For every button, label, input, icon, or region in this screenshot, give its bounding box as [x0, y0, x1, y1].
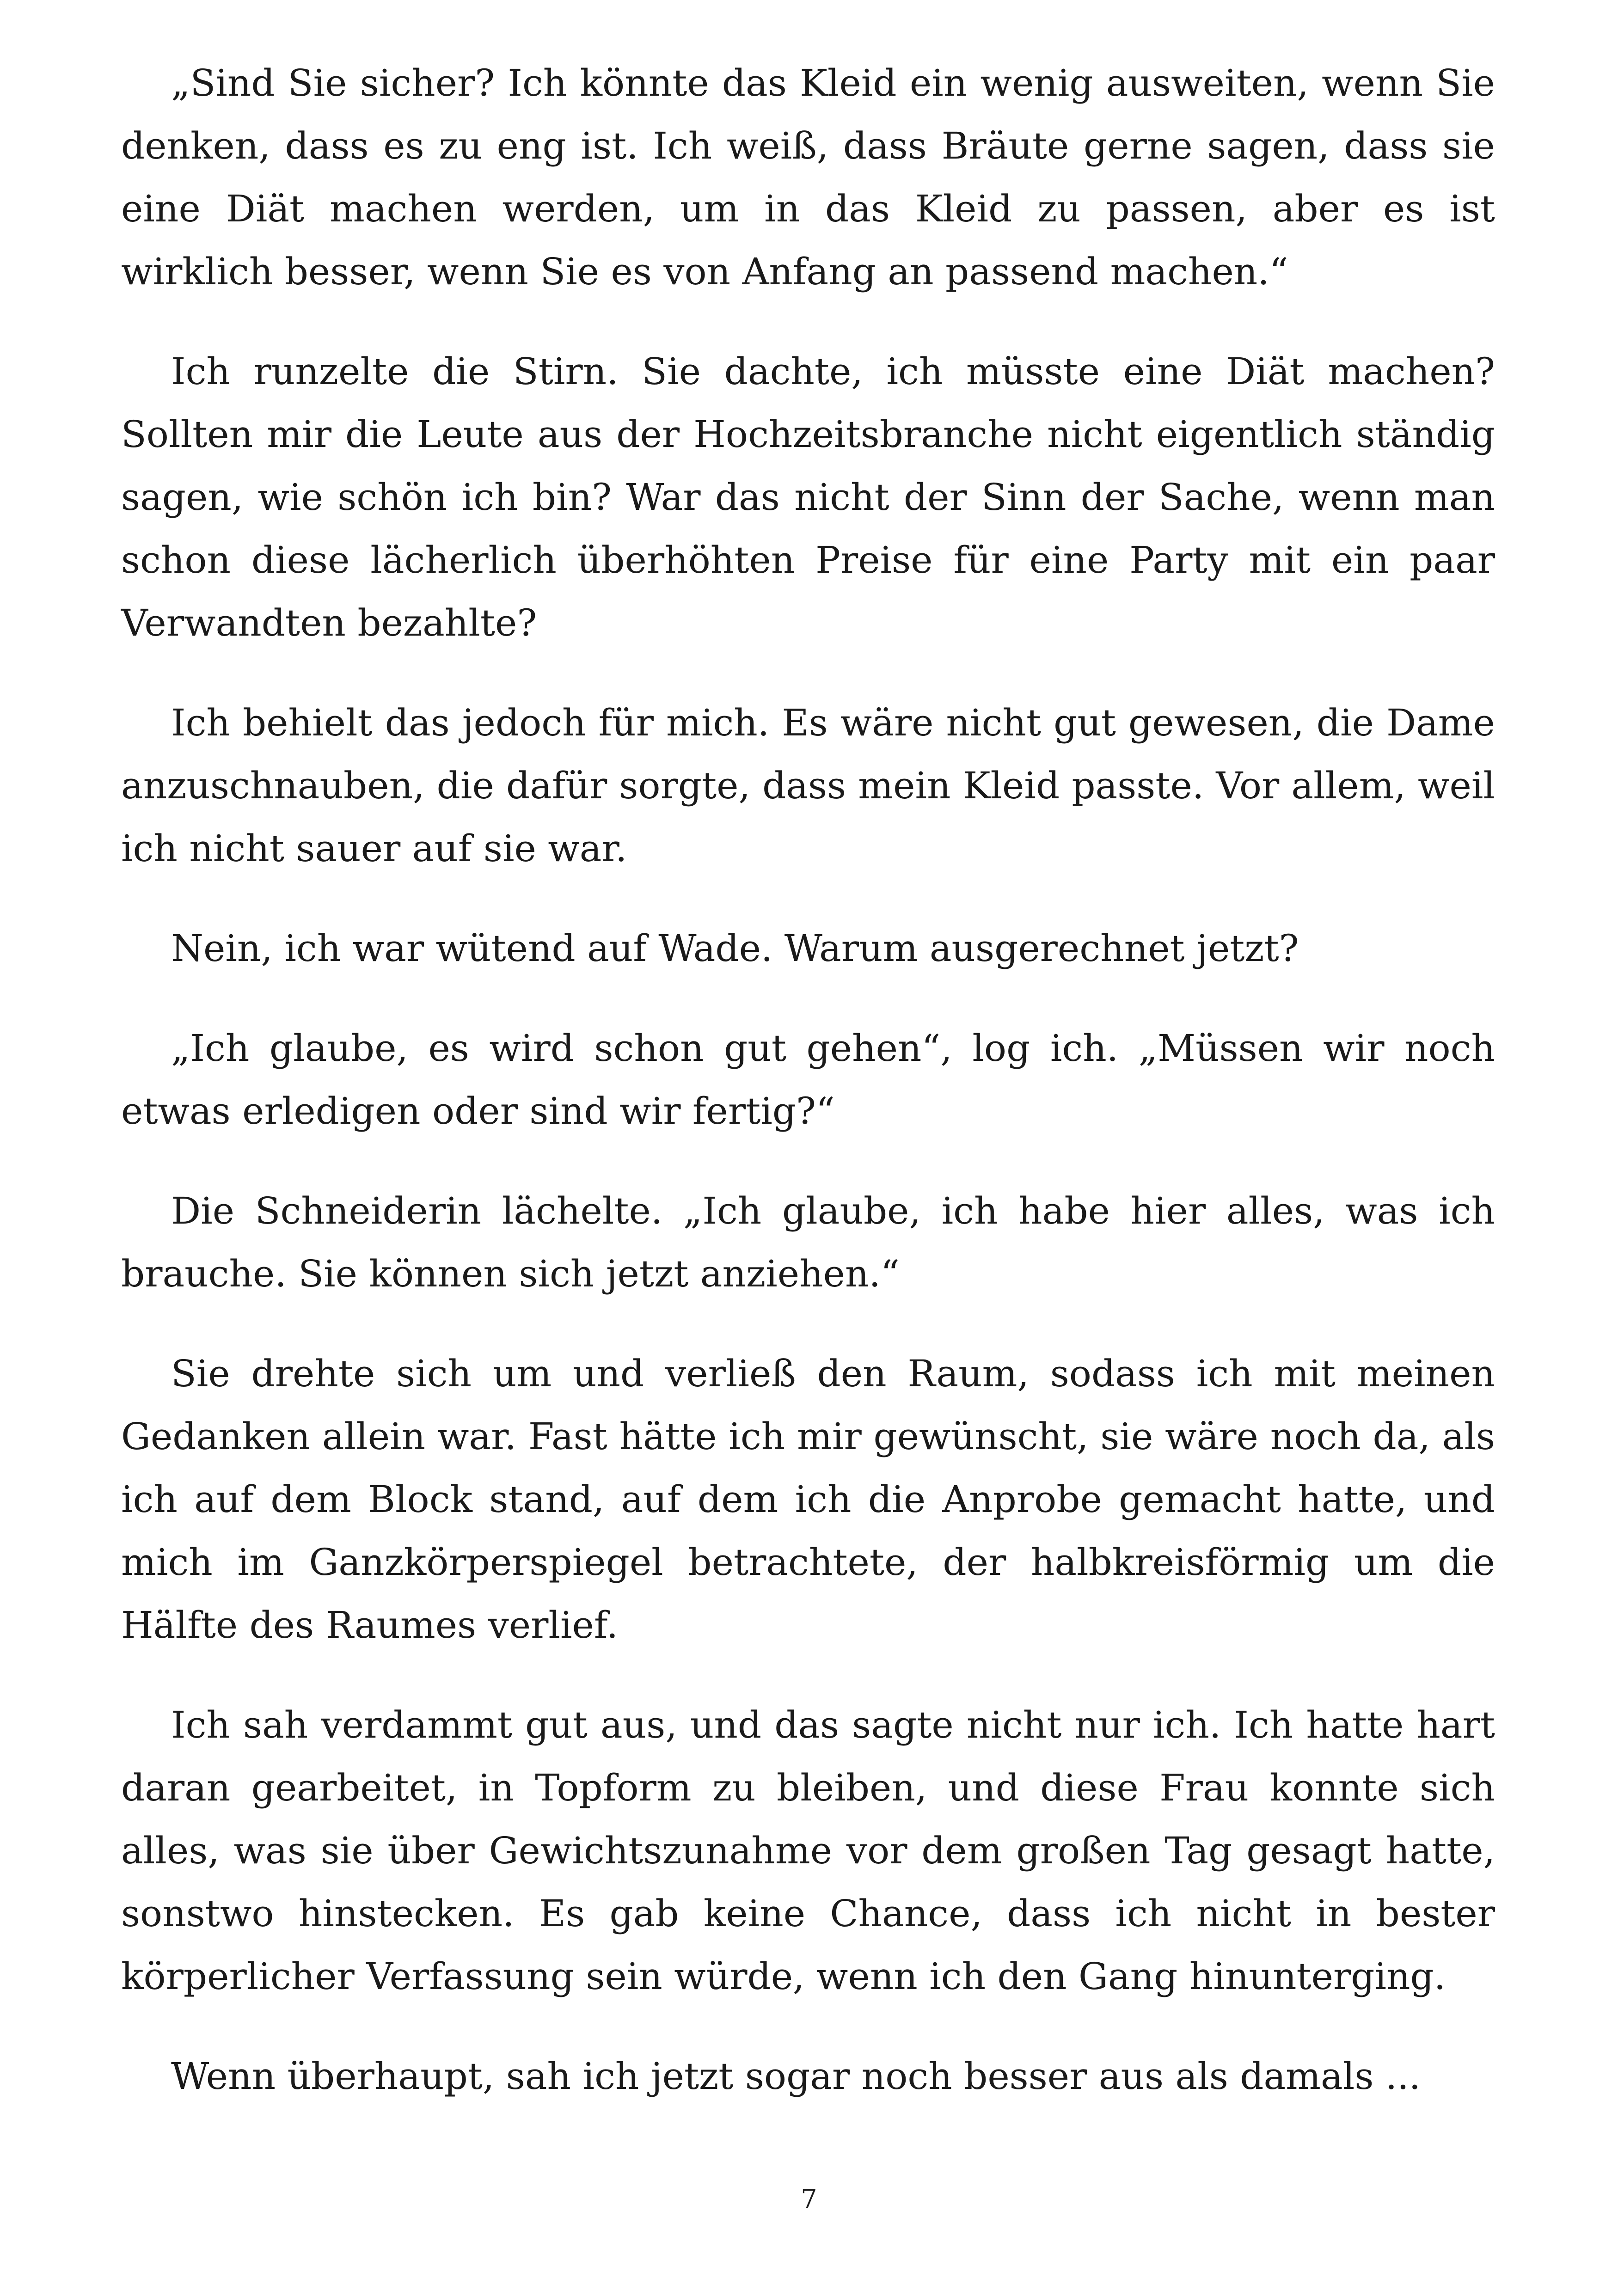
paragraph: Ich runzelte die Stirn. Sie dachte, ich müsste eine Diät machen? Sollten mir die Leute aus der Hochzeitsbranche nicht eigentlich ständig sagen, wie schön ich bin? War das nicht der Sinn der Sache, wenn man schon diese lächerlich überhöhten Preise für eine Party mit ein paar Verwandten bezahlte? [121, 350, 1495, 644]
paragraph: Nein, ich war wütend auf Wade. Warum ausgerechnet jetzt? [171, 927, 1299, 970]
paragraph: Ich behielt das jedoch für mich. Es wäre nicht gut gewesen, die Dame anzuschnauben, die dafür sorgte, dass mein Kleid passte. Vor allem, weil ich nicht sauer auf sie war. [121, 701, 1495, 870]
paragraph: Die Schneiderin lächelte. „Ich glaube, ich habe hier alles, was ich brauche. Sie können sich jetzt anziehen.“ [121, 1189, 1495, 1295]
paragraph: „Sind Sie sicher? Ich könnte das Kleid ein wenig ausweiten, wenn Sie denken, dass es zu eng ist. Ich weiß, dass Bräute gerne sagen, dass sie eine Diät machen werden, um in das Kleid zu passen, aber es ist wirklich besser, wenn Sie es von Anfang an passend machen.“ [121, 61, 1495, 293]
paragraph: Ich sah verdammt gut aus, und das sagte nicht nur ich. Ich hatte hart daran gearbeitet, in Topform zu bleiben, und diese Frau konnte sich alles, was sie über Gewichtszunahme vor dem großen Tag gesagt hatte, sonstwo hinstecken. Es gab keine Chance, dass ich nicht in bester körperlicher Verfassung sein würde, wenn ich den Gang hinunterging. [121, 1703, 1495, 1998]
page-body [121, 52, 1495, 2108]
paragraph: Wenn überhaupt, sah ich jetzt sogar noch besser aus als damals ... [171, 2055, 1421, 2098]
page-number: 7 [801, 2184, 817, 2214]
paragraph: Sie drehte sich um und verließ den Raum, sodass ich mit meinen Gedanken allein war. Fast hätte ich mir gewünscht, sie wäre noch da, als ich auf dem Block stand, auf dem ich die Anprobe gemacht hatte, und mich im Ganzkörperspiegel betrachtete, der halbkreisförmig um die Hälfte des Raumes verlief. [121, 1352, 1495, 1647]
paragraph: „Ich glaube, es wird schon gut gehen“, log ich. „Müssen wir noch etwas erledigen oder sind wir fertig?“ [121, 1027, 1495, 1133]
